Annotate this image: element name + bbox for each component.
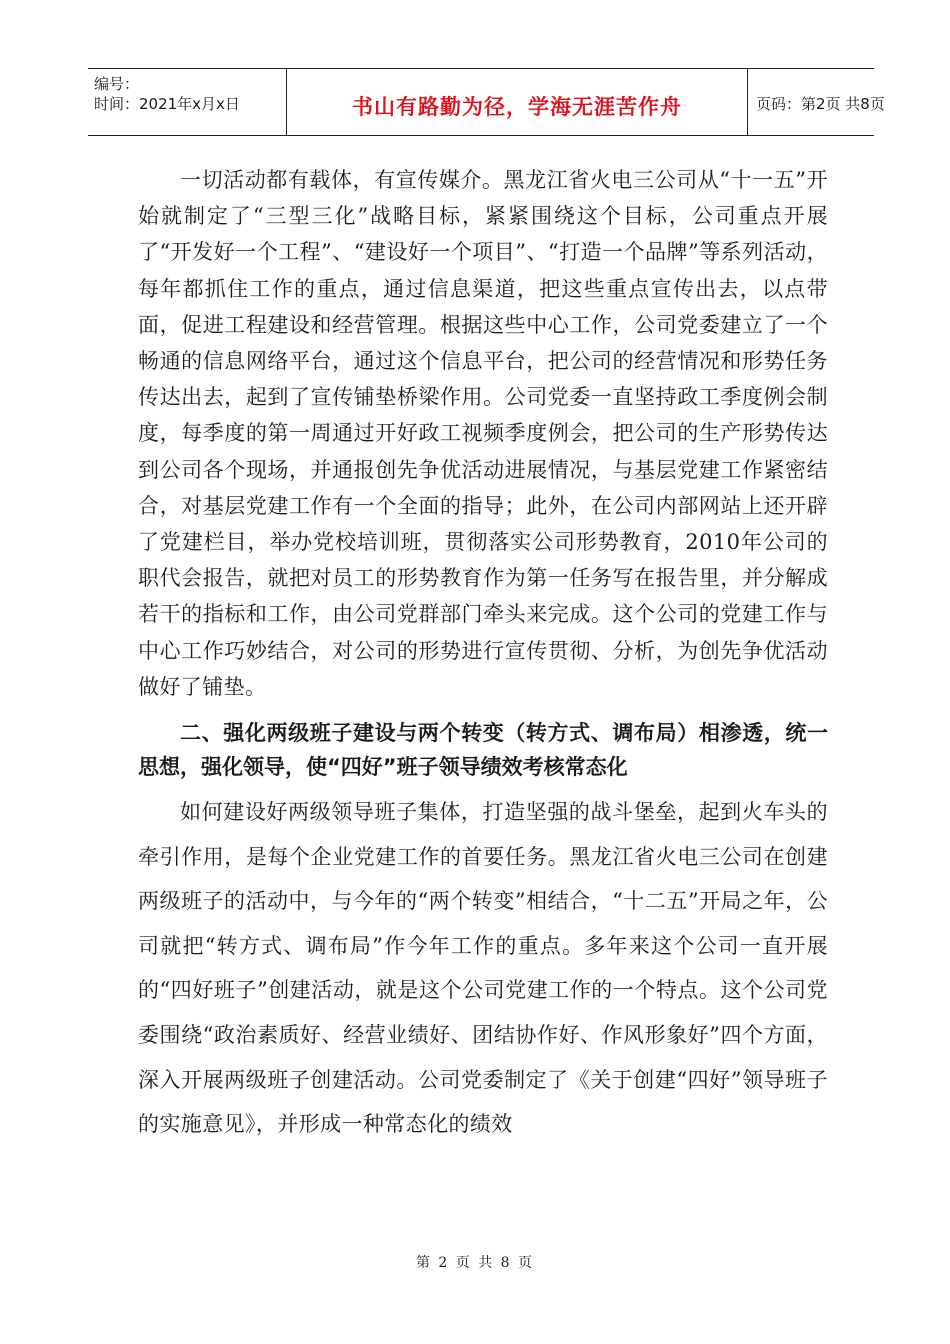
date-label: 时间：2021年x月x日	[94, 95, 240, 113]
body-paragraph-1: 一切活动都有载体，有宣传媒介。黑龙江省火电三公司从“十一五”开始就制定了“三型三化”战略目标，紧紧围绕这个目标，公司重点开展了“开发好一个工程”、“建设好一个项目”、“打造一个品牌”等系列活动，每年都抓住工作的重点，通过信息渠道，把这些重点宣传出去，以点带面，促进工程建设和经营管理。根据这些中心工作，公司党委建立了一个畅通的信息网络平台，通过这个信息平台，把公司的经营情况和形势任务传达出去，起到了宣传铺垫桥梁作用。公司党委一直坚持政工季度例会制度，每季度的第一周通过开好政工视频季度例会，把公司的生产形势传达到公司各个现场，并通报创先争优活动进展情况，与基层党建工作紧密结合，对基层党建工作有一个全面的指导；此外，在公司内部网站上还开辟了党建栏目，举办党校培训班，贯彻落实公司形势教育，2010年公司的职代会报告，就把对员工的形势教育作为第一任务写在报告里，并分解成若干的指标和工作，由公司党群部门牵头来完成。这个公司的党建工作与中心工作巧妙结合，对公司的形势进行宣传贯彻、分析，为创先争优活动做好了铺垫。	[138, 168, 828, 699]
motto-text: 书山有路勤为径，学海无涯苦作舟	[352, 95, 682, 119]
body-paragraph-2: 如何建设好两级领导班子集体，打造坚强的战斗堡垒，起到火车头的牵引作用，是每个企业党建工作的首要任务。黑龙江省火电三公司在创建两级班子的活动中，与今年的“两个转变”相结合，“十二五”开局之年，公司就把“转方式、调布局”作今年工作的重点。多年来这个公司一直开展的“四好班子”创建活动，就是这个公司党建工作的一个特点。这个公司党委围绕“政治素质好、经营业绩好、团结协作好、作风形象好”四个方面，深入开展两级班子创建活动。公司党委制定了《关于创建“四好”领导班子的实施意见》，并形成一种常态化的绩效	[138, 800, 828, 1137]
page-info: 页码：第2页 共8页	[756, 95, 885, 113]
header-table	[88, 68, 885, 136]
header-motto-cell	[287, 69, 748, 135]
header-meta-cell	[88, 69, 287, 135]
number-label: 编号：	[94, 75, 140, 93]
section-heading-2: 二、强化两级班子建设与两个转变（转方式、调布局）相渗透，统一思想，强化领导，使“四好”班子领导绩效考核常态化	[138, 721, 828, 779]
header-page-cell	[748, 69, 885, 135]
page-footer: 第 2 页 共 8 页	[415, 1255, 535, 1271]
